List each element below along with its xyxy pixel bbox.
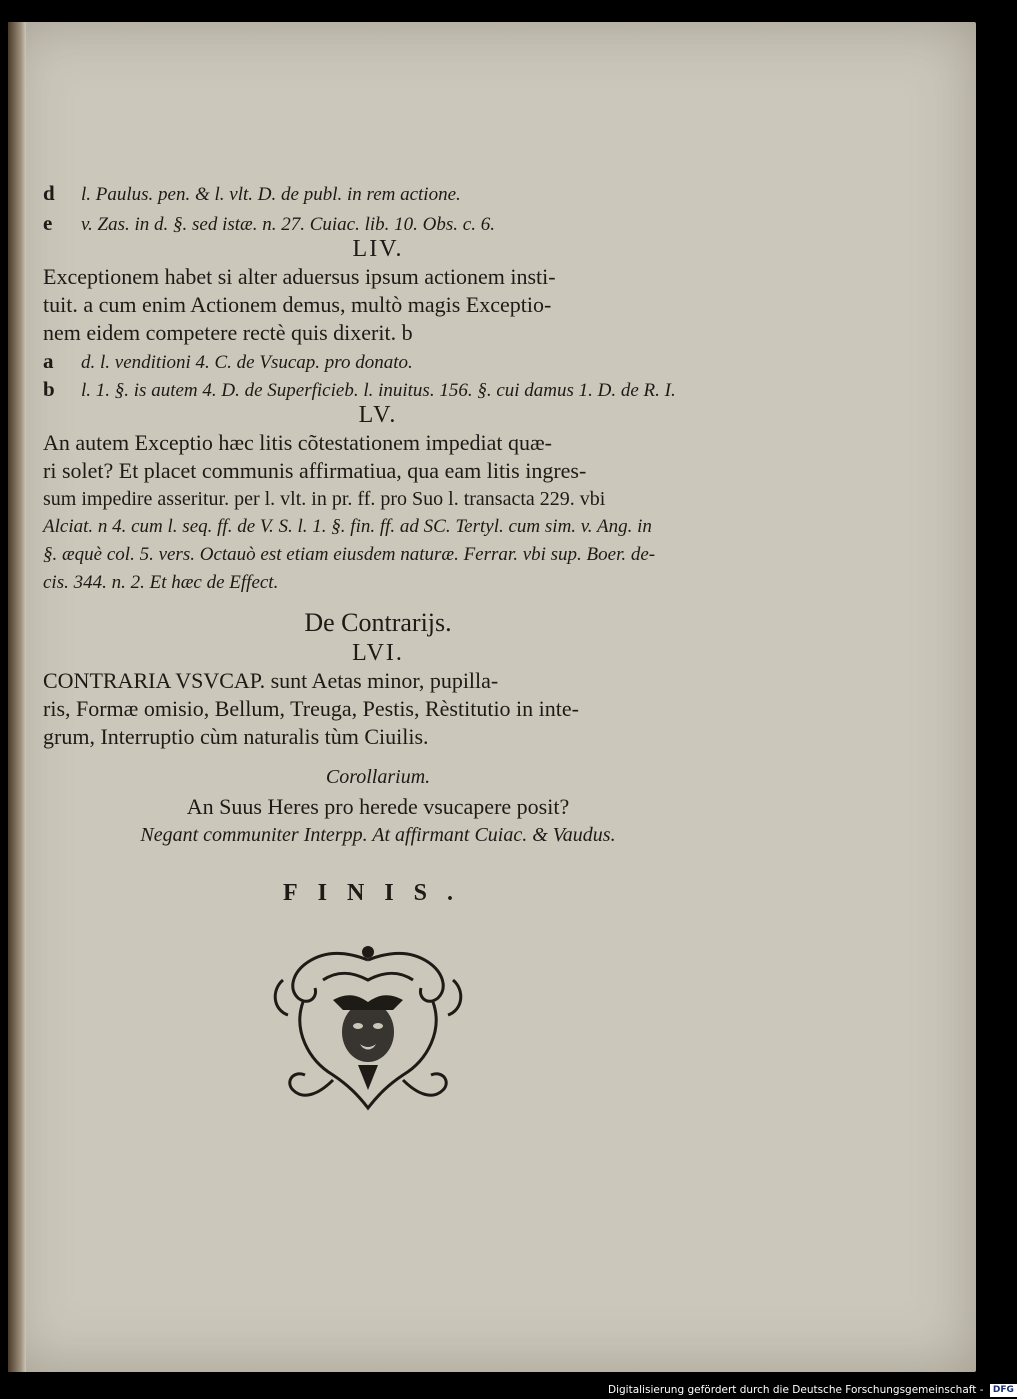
paragraph-line: CONTRARIA VSVCAP. sunt Aetas minor, pupilla- xyxy=(43,668,499,693)
footnote-d xyxy=(43,180,703,208)
footnote-mark: d xyxy=(43,181,55,205)
dfg-logo: DFG xyxy=(990,1384,1017,1397)
corollarium-answer: Negant communiter Interpp. At affirmant Cuiac. & Vaudus. xyxy=(140,824,616,846)
paragraph-line: ris, Formæ omisio, Bellum, Treuga, Pestis, Rèstitutio in inte- xyxy=(43,696,579,721)
book-page xyxy=(8,22,976,1372)
corollarium-title: Corollarium. xyxy=(325,766,431,788)
credit-text: Digitalisierung gefördert durch die Deutsche Forschungsgemeinschaft - xyxy=(608,1384,984,1396)
paragraph-line: Exceptionem habet si alter aduersus ipsum actionem insti- xyxy=(43,264,556,289)
digitization-credit xyxy=(608,1382,1014,1399)
footnote-text: d. l. venditioni 4. C. de Vsucap. pro donato. xyxy=(81,352,413,373)
footnote-a xyxy=(43,348,703,376)
footnote-text: v. Zas. in d. §. sed istæ. n. 27. Cuiac. lib. 10. Obs. c. 6. xyxy=(81,214,495,235)
printers-ornament-icon xyxy=(263,940,473,1115)
footnote-b xyxy=(43,376,703,404)
paragraph-line: tuit. a cum enim Actionem demus, multò magis Exceptio- xyxy=(43,292,552,317)
page-text xyxy=(8,22,976,1372)
section-numeral-liv: LIV. xyxy=(352,236,404,262)
footnote-text: l. 1. §. is autem 4. D. de Superficieb. l. inuitus. 156. §. cui damus 1. D. de R. I. xyxy=(81,380,676,401)
section-title-contrarijs: De Contrarijs. xyxy=(304,608,452,637)
section-numeral-lv: LV. xyxy=(358,402,398,428)
paragraph-line: sum impedire asseritur. per l. vlt. in pr. ff. pro Suo l. transacta 229. vbi xyxy=(43,488,606,510)
footnote-mark: b xyxy=(43,377,55,401)
footnote-e xyxy=(43,210,703,238)
paragraph-line: ri solet? Et placet communis affirmatiua, qua eam litis ingres- xyxy=(43,458,587,483)
paragraph-line: An autem Exceptio hæc litis cõtestationem impediat quæ- xyxy=(43,430,552,455)
corollarium-question: An Suus Heres pro herede vsucapere posit? xyxy=(186,794,570,819)
finis-heading: FINIS. xyxy=(282,880,474,906)
footnote-mark: e xyxy=(43,211,53,235)
paragraph-line: cis. 344. n. 2. Et hæc de Effect. xyxy=(43,572,279,593)
paragraph-line: grum, Interruptio cùm naturalis tùm Ciuilis. xyxy=(43,724,429,749)
paragraph-line: §. æquè col. 5. vers. Octauò est etiam eiusdem naturæ. Ferrar. vbi sup. Boer. de- xyxy=(43,544,656,565)
paragraph-line: nem eidem competere rectè quis dixerit. b xyxy=(43,320,413,345)
section-numeral-lvi: LVI. xyxy=(352,640,404,666)
footnote-mark: a xyxy=(43,349,54,373)
footnote-text: l. Paulus. pen. & l. vlt. D. de publ. in rem actione. xyxy=(81,184,461,205)
paragraph-line: Alciat. n 4. cum l. seq. ff. de V. S. l. 1. §. fin. ff. ad SC. Tertyl. cum sim. v. Ang. in xyxy=(43,516,652,537)
